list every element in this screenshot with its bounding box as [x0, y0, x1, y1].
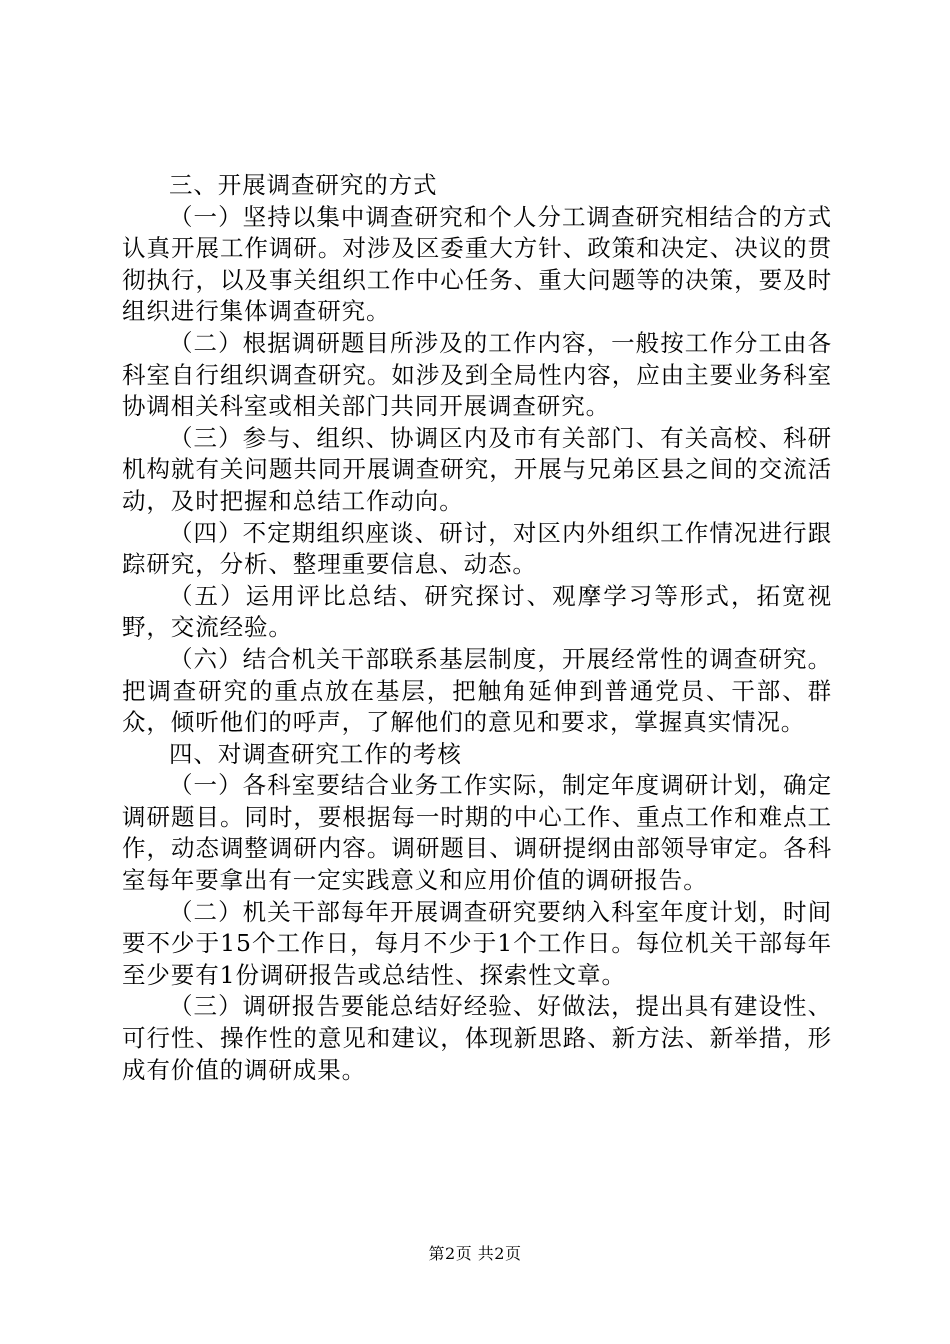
paragraph-method-6: （六）结合机关干部联系基层制度，开展经常性的调查研究。把调查研究的重点放在基层，把触角延伸到普通党员、干部、群众，倾听他们的呼声，了解他们的意见和要求，掌握真实情况。 [122, 644, 832, 737]
paragraph-method-1: （一）坚持以集中调查研究和个人分工调查研究相结合的方式认真开展工作调研。对涉及区委重大方针、政策和决定、决议的贯彻执行，以及事关组织工作中心任务、重大问题等的决策，要及时组织进行集体调查研究。 [122, 202, 832, 326]
document-body [122, 170, 832, 1086]
paragraph-method-2: （二）根据调研题目所涉及的工作内容，一般按工作分工由各科室自行组织调查研究。如涉及到全局性内容，应由主要业务科室协调相关科室或相关部门共同开展调查研究。 [122, 328, 832, 421]
section-heading-methods: 三、开展调查研究的方式 [169, 171, 438, 199]
page-footer: 第2页 共2页 [428, 1244, 522, 1263]
paragraph-assessment-3: （三）调研报告要能总结好经验、好做法，提出具有建设性、可行性、操作性的意见和建议，体现新思路、新方法、新举措，形成有价值的调研成果。 [122, 992, 832, 1084]
section-heading-assessment: 四、对调查研究工作的考核 [169, 739, 462, 768]
paragraph-method-3: （三）参与、组织、协调区内及市有关部门、有关高校、科研机构就有关问题共同开展调查研究，开展与兄弟区县之间的交流活动，及时把握和总结工作动向。 [122, 423, 832, 515]
paragraph-method-4: （四）不定期组织座谈、研讨，对区内外组织工作情况进行跟踪研究，分析、整理重要信息、动态。 [122, 518, 832, 579]
paragraph-method-5: （五）运用评比总结、研究探讨、观摩学习等形式，拓宽视野，交流经验。 [122, 581, 832, 642]
paragraph-assessment-1: （一）各科室要结合业务工作实际，制定年度调研计划，确定调研题目。同时，要根据每一时期的中心工作、重点工作和难点工作，动态调整调研内容。调研题目、调研提纲由部领导审定。各科室每年要拿出有一定实践意义和应用价值的调研报告。 [122, 771, 832, 895]
paragraph-assessment-2: （二）机关干部每年开展调查研究要纳入科室年度计划，时间要不少于15个工作日，每月不少于1个工作日。每位机关干部每年至少要有1份调研报告或总结性、探索性文章。 [122, 897, 832, 989]
